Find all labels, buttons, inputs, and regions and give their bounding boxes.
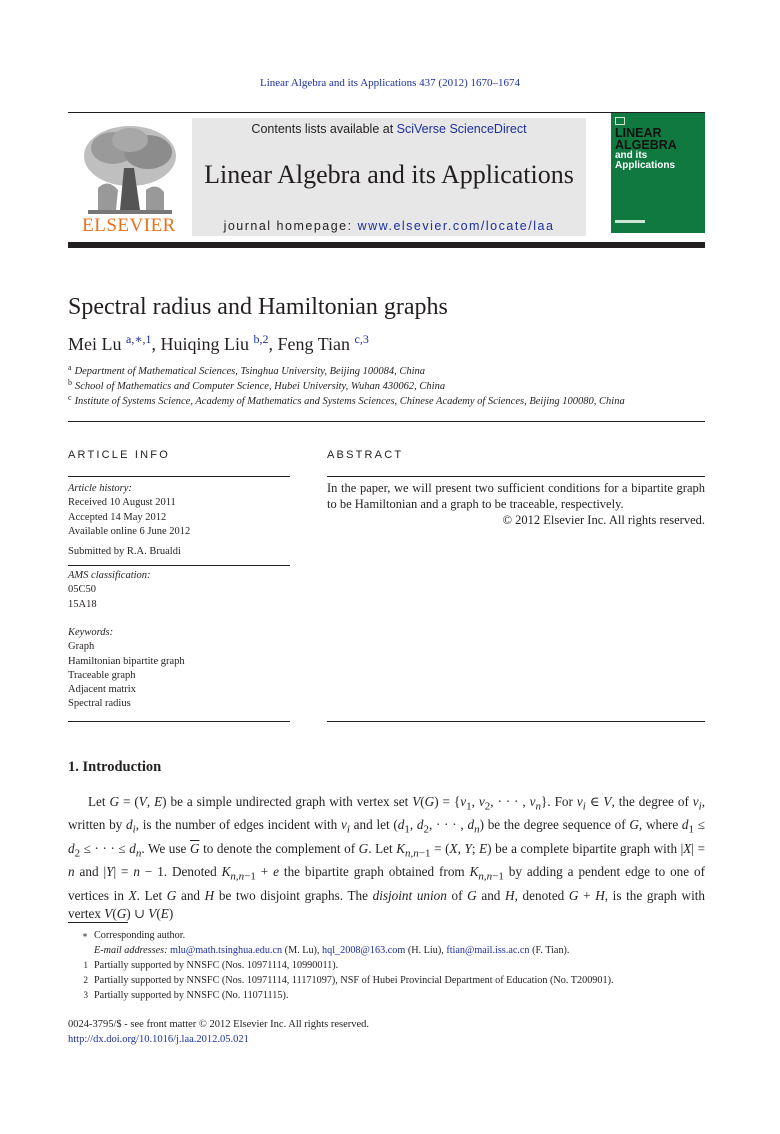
footnote-text: Partially supported by NNSFC (Nos. 10971114, 11171097), NSF of Hubei Provincial Department of Education (No. T200901).: [94, 975, 614, 986]
footnote-corresponding: [68, 928, 185, 943]
footnote-emails: [68, 943, 569, 958]
footnote-text: Corresponding author.: [94, 930, 186, 941]
keywords-label: Keywords:: [68, 627, 114, 638]
ams-label: AMS classification:: [68, 570, 151, 581]
accepted-date: Accepted 14 May 2012: [68, 511, 167, 523]
abstract-body: [327, 480, 705, 528]
affiliation-text: Department of Mathematical Sciences, Tsinghua University, Beijing 100084, China: [74, 366, 426, 377]
author-separator: ,: [151, 334, 161, 354]
ams-classification: [68, 569, 151, 612]
email-link[interactable]: mlu@math.tsinghua.edu.cn: [170, 945, 283, 956]
email-owner: (M. Lu),: [282, 945, 323, 956]
article-info-bottom-rule: [68, 721, 290, 722]
cover-badge: [615, 117, 625, 125]
affiliation-b: [68, 378, 445, 392]
ams-code: 15A18: [68, 598, 97, 610]
affiliation-mark: b: [68, 378, 72, 387]
affiliation-mark: c: [68, 393, 72, 402]
keyword: Traceable graph: [68, 669, 136, 681]
issn-line: 0024-3795/$ - see front matter © 2012 Elsevier Inc. All rights reserved.: [68, 1019, 370, 1030]
keyword: Adjacent matrix: [68, 684, 136, 696]
article-history: [68, 482, 190, 539]
contents-prefix: Contents lists available at: [251, 122, 394, 136]
doi-link[interactable]: http://dx.doi.org/10.1016/j.laa.2012.05.021: [68, 1033, 249, 1045]
abstract-bottom-rule: [327, 721, 705, 722]
affiliation-a: [68, 363, 425, 377]
footnote-mark: 1: [83, 960, 88, 970]
submitted-by: Submitted by R.A. Brualdi: [68, 546, 181, 557]
footnote-mark: 2: [83, 975, 88, 985]
sciencedirect-link[interactable]: SciVerse ScienceDirect: [396, 122, 527, 136]
abstract-text: In the paper, we will present two sufficient conditions for a bipartite graph to be Hamiltonian and a graph to be traceable, respectively.: [327, 481, 705, 511]
introduction-paragraph: Let G = (V, E) be a simple undirected graph with vertex set $V(G) = \{v_1$, $v_2$, · · · , $v_n$}. For $v_i$ ∈ V, the degree of $v_i$, written by $d_i$, is the number of edges incident with $v_i$ and let ($d_1$, $d_2$, · · · , $d_n$) be the degree sequence of G, where $d_1 \le d_2$ ≤ · · · ≤ $d_n$. We use $\overline{G}$ to denote the complement of G. Let $K_{n,n-1} = (X$, Y; E) be a complete bipartite graph with |X| = n and |Y| = n − 1. Denoted $K_{n,n-1} + e$ the bipartite graph obtained from $K_{n,n-1}$ by adding a pendent edge to one of vertices in X. Let G and H be two disjoint graphs. The disjoint union of G and H, denoted G + H, is the graph with vertex V(G) ∪ V(E): [68, 794, 706, 921]
header-bottom-rule: [68, 242, 705, 248]
keyword: Graph: [68, 641, 95, 653]
elsevier-wordmark: ELSEVIER: [82, 215, 176, 236]
email-owner: (H. Liu),: [405, 945, 447, 956]
paper-title: Spectral radius and Hamiltonian graphs: [68, 294, 448, 320]
affiliation-text: School of Mathematics and Computer Science, Hubei University, Wuhan 430062, China: [75, 381, 446, 392]
homepage-line: [192, 219, 586, 233]
author-name: Mei Lu: [68, 334, 122, 354]
article-info-rule: [68, 476, 290, 477]
header-top-rule: [68, 112, 705, 113]
footnote-text: Partially supported by NNSFC (No. 11071115).: [94, 990, 289, 1001]
front-matter-block: [68, 1018, 369, 1047]
homepage-link[interactable]: www.elsevier.com/locate/laa: [357, 219, 555, 233]
footnote-1: [68, 958, 338, 973]
affiliation-mark: a: [68, 363, 72, 372]
online-date: Available online 6 June 2012: [68, 525, 191, 537]
journal-name: Linear Algebra and its Applications: [204, 160, 574, 189]
author-affiliation-link[interactable]: c,3: [354, 332, 369, 346]
footnote-3: [68, 988, 288, 1003]
abstract-heading: ABSTRACT: [327, 449, 404, 461]
cover-line-4: Applications: [615, 160, 676, 171]
keyword: Spectral radius: [68, 698, 131, 710]
cover-line-3: and its: [615, 150, 648, 161]
history-label: Article history:: [68, 483, 132, 494]
keywords: [68, 626, 185, 712]
footnote-text: Partially supported by NNSFC (Nos. 10971114, 10990011).: [94, 960, 339, 971]
affiliation-text: Institute of Systems Science, Academy of Mathematics and Systems Sciences, Chinese Academy of Sciences, Beijing 100080, China: [74, 396, 625, 407]
author-separator: ,: [268, 334, 278, 354]
front-matter-divider: [68, 421, 705, 422]
footnote-rule: [68, 922, 128, 923]
abstract-rule: [327, 476, 705, 477]
email-label: E-mail addresses:: [94, 945, 168, 956]
section-heading-introduction: 1. Introduction: [68, 759, 162, 775]
info-separator: [68, 565, 290, 566]
received-date: Received 10 August 2011: [68, 497, 176, 509]
footnote-mark: ∗: [81, 930, 88, 940]
keyword: Hamiltonian bipartite graph: [68, 655, 185, 667]
cover-title: [615, 127, 677, 171]
author-list: [68, 332, 369, 355]
cover-line-1: LINEAR: [615, 126, 662, 140]
author-name: Huiqing Liu: [160, 334, 249, 354]
article-info-heading: ARTICLE INFO: [68, 449, 170, 461]
footnote-2: [68, 973, 614, 988]
ams-code: 05C50: [68, 584, 97, 596]
author-affiliation-link[interactable]: a,∗,1: [126, 332, 152, 346]
cover-footer-mark: [615, 220, 645, 223]
author-affiliation-link[interactable]: b,2: [253, 332, 269, 346]
email-link[interactable]: ftian@mail.iss.ac.cn: [446, 945, 530, 956]
affiliation-c: [68, 393, 625, 407]
cover-line-2: ALGEBRA: [615, 138, 677, 152]
email-link[interactable]: hql_2008@163.com: [322, 945, 406, 956]
journal-cover-thumbnail[interactable]: [611, 113, 705, 233]
author-name: Feng Tian: [277, 334, 351, 354]
abstract-copyright: © 2012 Elsevier Inc. All rights reserved.: [502, 513, 705, 527]
contents-line: [192, 122, 586, 136]
footnote-mark: 3: [83, 990, 88, 1000]
journal-citation[interactable]: Linear Algebra and its Applications 437 (2012) 1670–1674: [260, 77, 520, 89]
email-owner: (F. Tian).: [529, 945, 570, 956]
homepage-prefix: journal homepage:: [223, 219, 353, 233]
